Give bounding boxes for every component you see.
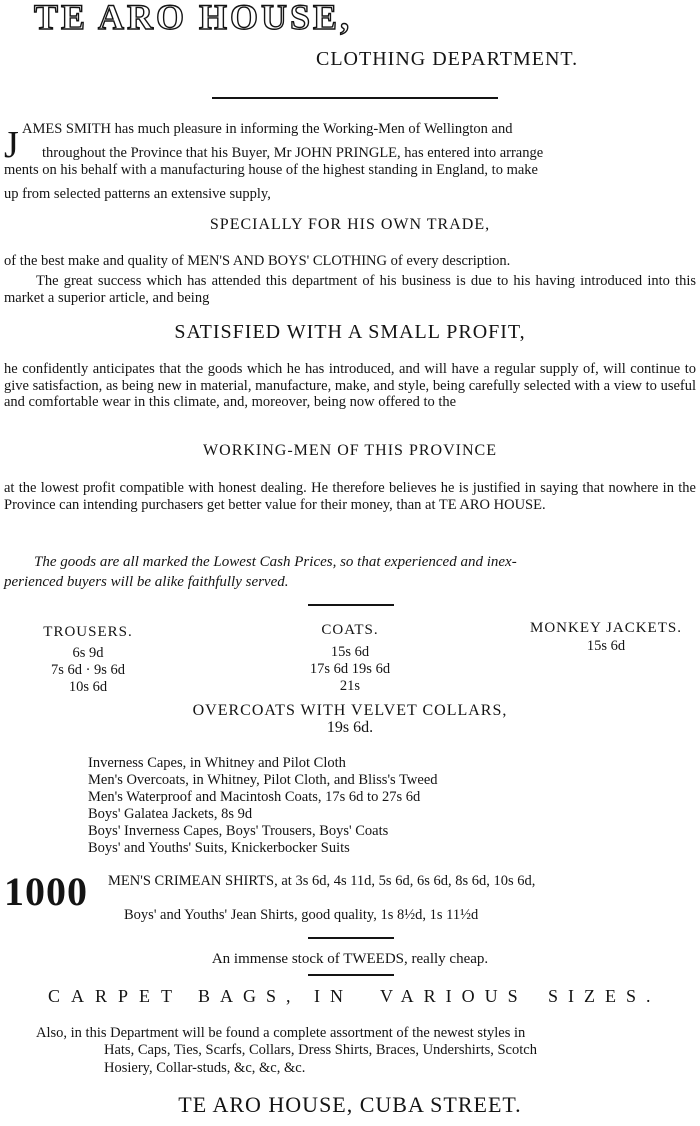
coats-price-3: 21s	[339, 678, 361, 694]
monkey-jackets-price: 15s 6d	[586, 638, 626, 654]
list-item: Boys' Galatea Jackets, 8s 9d	[88, 806, 253, 822]
satisfied-heading: SATISFIED WITH A SMALL PROFIT,	[174, 321, 526, 343]
bags-word: BAGS,	[198, 986, 301, 1006]
also-line-2: Hats, Caps, Ties, Scarfs, Collars, Dress Shirts, Braces, Undershirts, Scotch	[104, 1042, 537, 1058]
intro-line-3: ments on his behalf with a manufacturing house of the highest standing in England, to make	[4, 162, 538, 178]
intro-line-1: AMES SMITH has much pleasure in informing the Working-Men of Wellington and	[22, 121, 513, 137]
trousers-price-1: 6s 9d	[72, 645, 104, 661]
specially-heading: SPECIALLY FOR HIS OWN TRADE,	[209, 216, 491, 233]
intro-line-4: up from selected patterns an extensive supply,	[4, 186, 271, 202]
trousers-column	[14, 624, 162, 696]
also-line-1: Also, in this Department will be found a complete assortment of the newest styles in	[36, 1025, 526, 1041]
monkey-jackets-heading: MONKEY JACKETS.	[530, 620, 682, 636]
working-men-heading: WORKING-MEN OF THIS PROVINCE	[203, 442, 497, 459]
department-heading: CLOTHING DEPARTMENT.	[316, 48, 579, 70]
list-item: Men's Overcoats, in Whitney, Pilot Cloth, and Bliss's Tweed	[88, 772, 438, 788]
list-item: Boys' and Youths' Suits, Knickerbocker Suits	[88, 840, 350, 856]
quality-line: of the best make and quality of MEN'S AND BOYS' CLOTHING of every description.	[4, 253, 511, 269]
coats-price-2: 17s 6d 19s 6d	[309, 661, 391, 677]
divider	[308, 604, 394, 606]
shirts-count: 1000	[4, 869, 88, 914]
marked-line-2: perienced buyers will be alike faithfully served.	[4, 574, 289, 590]
trousers-heading: TROUSERS.	[43, 624, 133, 640]
sizes-word: SIZES.	[548, 986, 661, 1006]
overcoats-price: 19s 6d.	[326, 719, 374, 736]
page-title: TE ARO HOUSE,	[34, 0, 353, 37]
also-line-3: Hosiery, Collar-studs, &c, &c, &c.	[104, 1060, 306, 1076]
list-item: Men's Waterproof and Macintosh Coats, 17s 6d to 27s 6d	[88, 789, 421, 805]
list-item: Inverness Capes, in Whitney and Pilot Cloth	[88, 755, 346, 771]
in-word: IN	[314, 986, 353, 1006]
marked-line-1: The goods are all marked the Lowest Cash Prices, so that experienced and inex-	[34, 554, 517, 570]
divider	[308, 937, 394, 939]
list-item: Boys' Inverness Capes, Boys' Trousers, Boys' Coats	[88, 823, 389, 839]
drop-cap: J	[4, 124, 19, 166]
intro-line-2: throughout the Province that his Buyer, Mr JOHN PRINGLE, has entered into arrange	[42, 145, 544, 161]
tweeds-line: An immense stock of TWEEDS, really cheap.	[211, 951, 489, 967]
trousers-price-3: 10s 6d	[68, 679, 108, 695]
trousers-price-2: 7s 6d · 9s 6d	[50, 662, 126, 678]
crimean-shirts-line: MEN'S CRIMEAN SHIRTS, at 3s 6d, 4s 11d, 5s 6d, 6s 6d, 8s 6d, 10s 6d,	[108, 873, 536, 889]
overcoats-heading: OVERCOATS WITH VELVET COLLARS,	[192, 702, 508, 719]
jean-shirts-line: Boys' and Youths' Jean Shirts, good quality, 1s 8½d, 1s 11½d	[124, 907, 479, 923]
coats-price-1: 15s 6d	[330, 644, 370, 660]
monkey-jackets-column	[514, 620, 698, 655]
coats-heading: COATS.	[321, 622, 379, 638]
divider	[212, 97, 498, 99]
various-word: VARIOUS	[380, 986, 528, 1006]
divider	[308, 974, 394, 976]
item-list	[88, 755, 438, 857]
carpet-word: CARPET	[48, 986, 184, 1006]
success-paragraph: The great success which has attended this department of his business is due to his having introduced into this market a superior article, and being	[4, 273, 696, 306]
lowest-profit-paragraph: at the lowest profit compatible with honest dealing. He therefore believes he is justified in saying that nowhere in the Province can intending purchasers get better value for their money, than at TE ARO HOUSE.	[4, 480, 696, 513]
footer-address: TE ARO HOUSE, CUBA STREET.	[178, 1092, 522, 1117]
confident-paragraph: he confidently anticipates that the goods which he has introduced, and will have a regular supply of, will continue to give satisfaction, as being new in material, manufacture, make, and style, being carefully selected with a view to useful and comfortable wear in this climate, and, moreover, being now offered to the	[4, 361, 696, 410]
coats-column	[270, 622, 430, 695]
